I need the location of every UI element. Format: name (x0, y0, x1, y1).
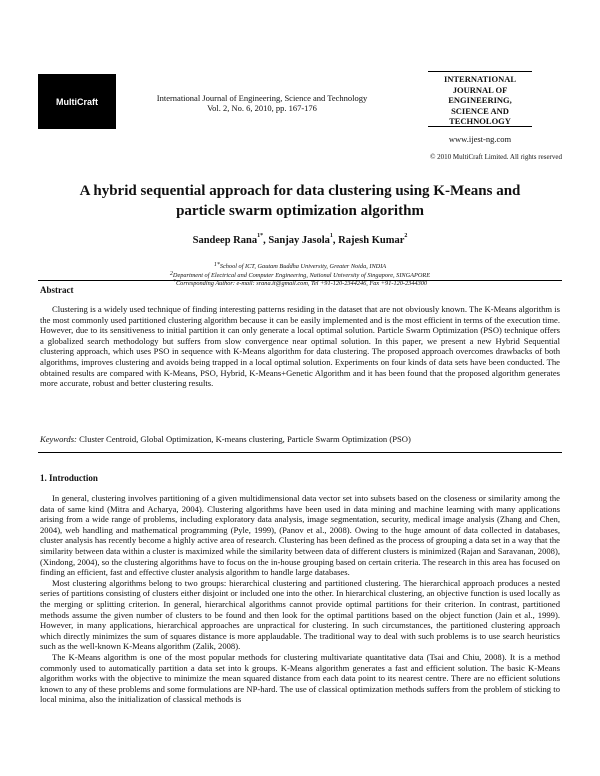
affiliation-text: Corresponding Author: e-mail: srana.it@gmail.com, Tel +91-120-2344246, Fax +91-120-2344300 (175, 280, 428, 288)
journal-title-box (428, 71, 532, 127)
title-line-1: A hybrid sequential approach for data clustering using K-Means and (79, 183, 521, 199)
author-sup: 2 (404, 233, 408, 239)
introduction-body (40, 493, 560, 705)
abstract-top-rule (38, 280, 562, 281)
multicraft-logo (38, 74, 116, 129)
box-line: SCIENCE AND (451, 105, 509, 116)
copyright-notice: © 2010 MultiCraft Limited. All rights reserved (430, 153, 562, 161)
paper-title (40, 181, 560, 221)
author-sep: , (263, 235, 269, 246)
journal-info (128, 93, 396, 113)
keywords-label: Keywords: (40, 434, 77, 444)
author-list (40, 235, 560, 246)
box-line: TECHNOLOGY (449, 116, 511, 126)
intro-paragraph: The K-Means algorithm is one of the most popular methods for clustering multivariate quantitative data (Tsai and Chiu, 2008). It is a method commonly used to automatically partition a data set into k groups. K-Means algorithm generates a fast and efficient solution. The basic K-Means algorithm works with the objective to minimize the mean squared distance from each data point to its nearest centre. There are no efficient solutions known to any of these problems and some formulations are NP-hard. The use of classical optimization methods suffers from the problem of sticking to local minima, also the initialization of classical methods is (40, 651, 560, 705)
title-line-2: particle swarm optimization algorithm (176, 203, 424, 219)
journal-url: www.ijest-ng.com (448, 134, 512, 144)
box-line: INTERNATIONAL (443, 74, 517, 84)
abstract-text: Clustering is a widely used technique of finding interesting patterns residing in the dataset that are not obviously known. The K-Means algorithm is the most commonly used partitioned clustering algorithm because it can be easily implemented and is the most efficient in terms of the execution time. However, due to its sensitiveness to initial partition it can only generate a local optimal solution. Particle Swarm Optimization (PSO) technique offers a globalized search methodology but suffers from slow convergence near optimal solution. In this paper, we present a new Hybrid Sequential clustering approach, which uses PSO in sequence with K-Means algorithm for data clustering. The proposed approach overcomes drawbacks of both algorithms, improves clustering and avoids being trapped in a local optimal solution. Experiments on four kinds of data sets have been conducted. The obtained results are compared with K-Means, PSO, Hybrid, K-Means+Genetic Algorithm and it has been found that the proposed algorithm generates more accurate, robust and better clustering results. (40, 304, 560, 389)
affiliation (40, 272, 560, 281)
affiliation (40, 263, 560, 272)
author-name: Sanjay Jasola (268, 235, 330, 246)
keywords-text: Cluster Centroid, Global Optimization, K-means clustering, Particle Swarm Optimization (PSO) (79, 434, 411, 444)
box-line: JOURNAL OF (452, 84, 508, 95)
affiliation-sup: 2 (169, 270, 173, 277)
journal-volume: Vol. 2, No. 6, 2010, pp. 167-176 (207, 103, 317, 113)
author-sup: 1 (329, 233, 333, 239)
abstract-bottom-rule (38, 452, 562, 453)
affiliations (40, 263, 560, 289)
author-name: Rajesh Kumar (338, 235, 405, 246)
journal-name: International Journal of Engineering, Science and Technology (156, 93, 368, 103)
keywords-line (40, 434, 560, 444)
introduction-heading: 1. Introduction (40, 473, 98, 483)
author-sup: 1* (257, 233, 264, 239)
intro-paragraph: In general, clustering involves partitioning of a given multidimensional data vector set into subsets based on the closeness or similarity among the data of same kind (Mitra and Acharya, 2004). Clustering algorithms have been used in data mining and machine learning with many applications arising from a wide range of problems, including exploratory data analysis, image segmentation, security, medical image analysis (Zhang and Chen, 2004), web handling and mathematical programming (Pyle, 1999), (Panov et al., 2008). Owing to the huge amount of data collected in databases, cluster analysis has recently become a highly active area of research. Clustering has been defined as the process of grouping a data set in a way that the similarity between data within a cluster is maximized while the similarity between data of different clusters is minimized (Rajan and Saravanan, 2008), (Xindong, 2004), so the clustering algorithms have to focus on the in-house grouping based on certain criteria. The research in this area has focused on finding an efficient, fast and effective cluster analysis algorithm to handle large databases. (40, 493, 560, 578)
affiliation-sup: * (172, 279, 176, 286)
logo-text: MultiCraft (56, 96, 98, 107)
abstract-body (40, 304, 560, 389)
affiliation-sup: 1* (213, 262, 220, 268)
author-name: Sandeep Rana (192, 235, 258, 246)
abstract-heading: Abstract (40, 285, 74, 295)
affiliation-text: School of ICT, Gautam Buddha University, Greater Noida, INDIA (219, 263, 387, 270)
intro-paragraph: Most clustering algorithms belong to two groups: hierarchical clustering and partitioned clustering. The hierarchical approach produces a nested series of partitions consisting of clusters either disjoint or included one into the other. In hierarchical clustering, an objective function is used locally as the merging or splitting criterion. In general, hierarchical algorithms cannot provide optimal partitions for their criterion. In contrast, partitioned methods assume the given number of clusters to be found and then look for the optimal partitions based on the object function (Jain et al., 1999). However, in many applications, hierarchical approaches are unpractical for clustering. In such circumstances, the partitioned clustering approach which directly minimizes the sum of squares distance is more applaudable. The traditional way to deal with such problems is to use search heuristics such as the well-known K-Means algorithm (Zalik, 2008). (40, 577, 560, 652)
author-sep: , (332, 235, 339, 246)
affiliation (40, 280, 560, 289)
box-line: ENGINEERING, (448, 95, 512, 105)
affiliation-text: Department of Electrical and Computer Engineering, National University of Singapore, SINGAPORE (172, 271, 431, 279)
